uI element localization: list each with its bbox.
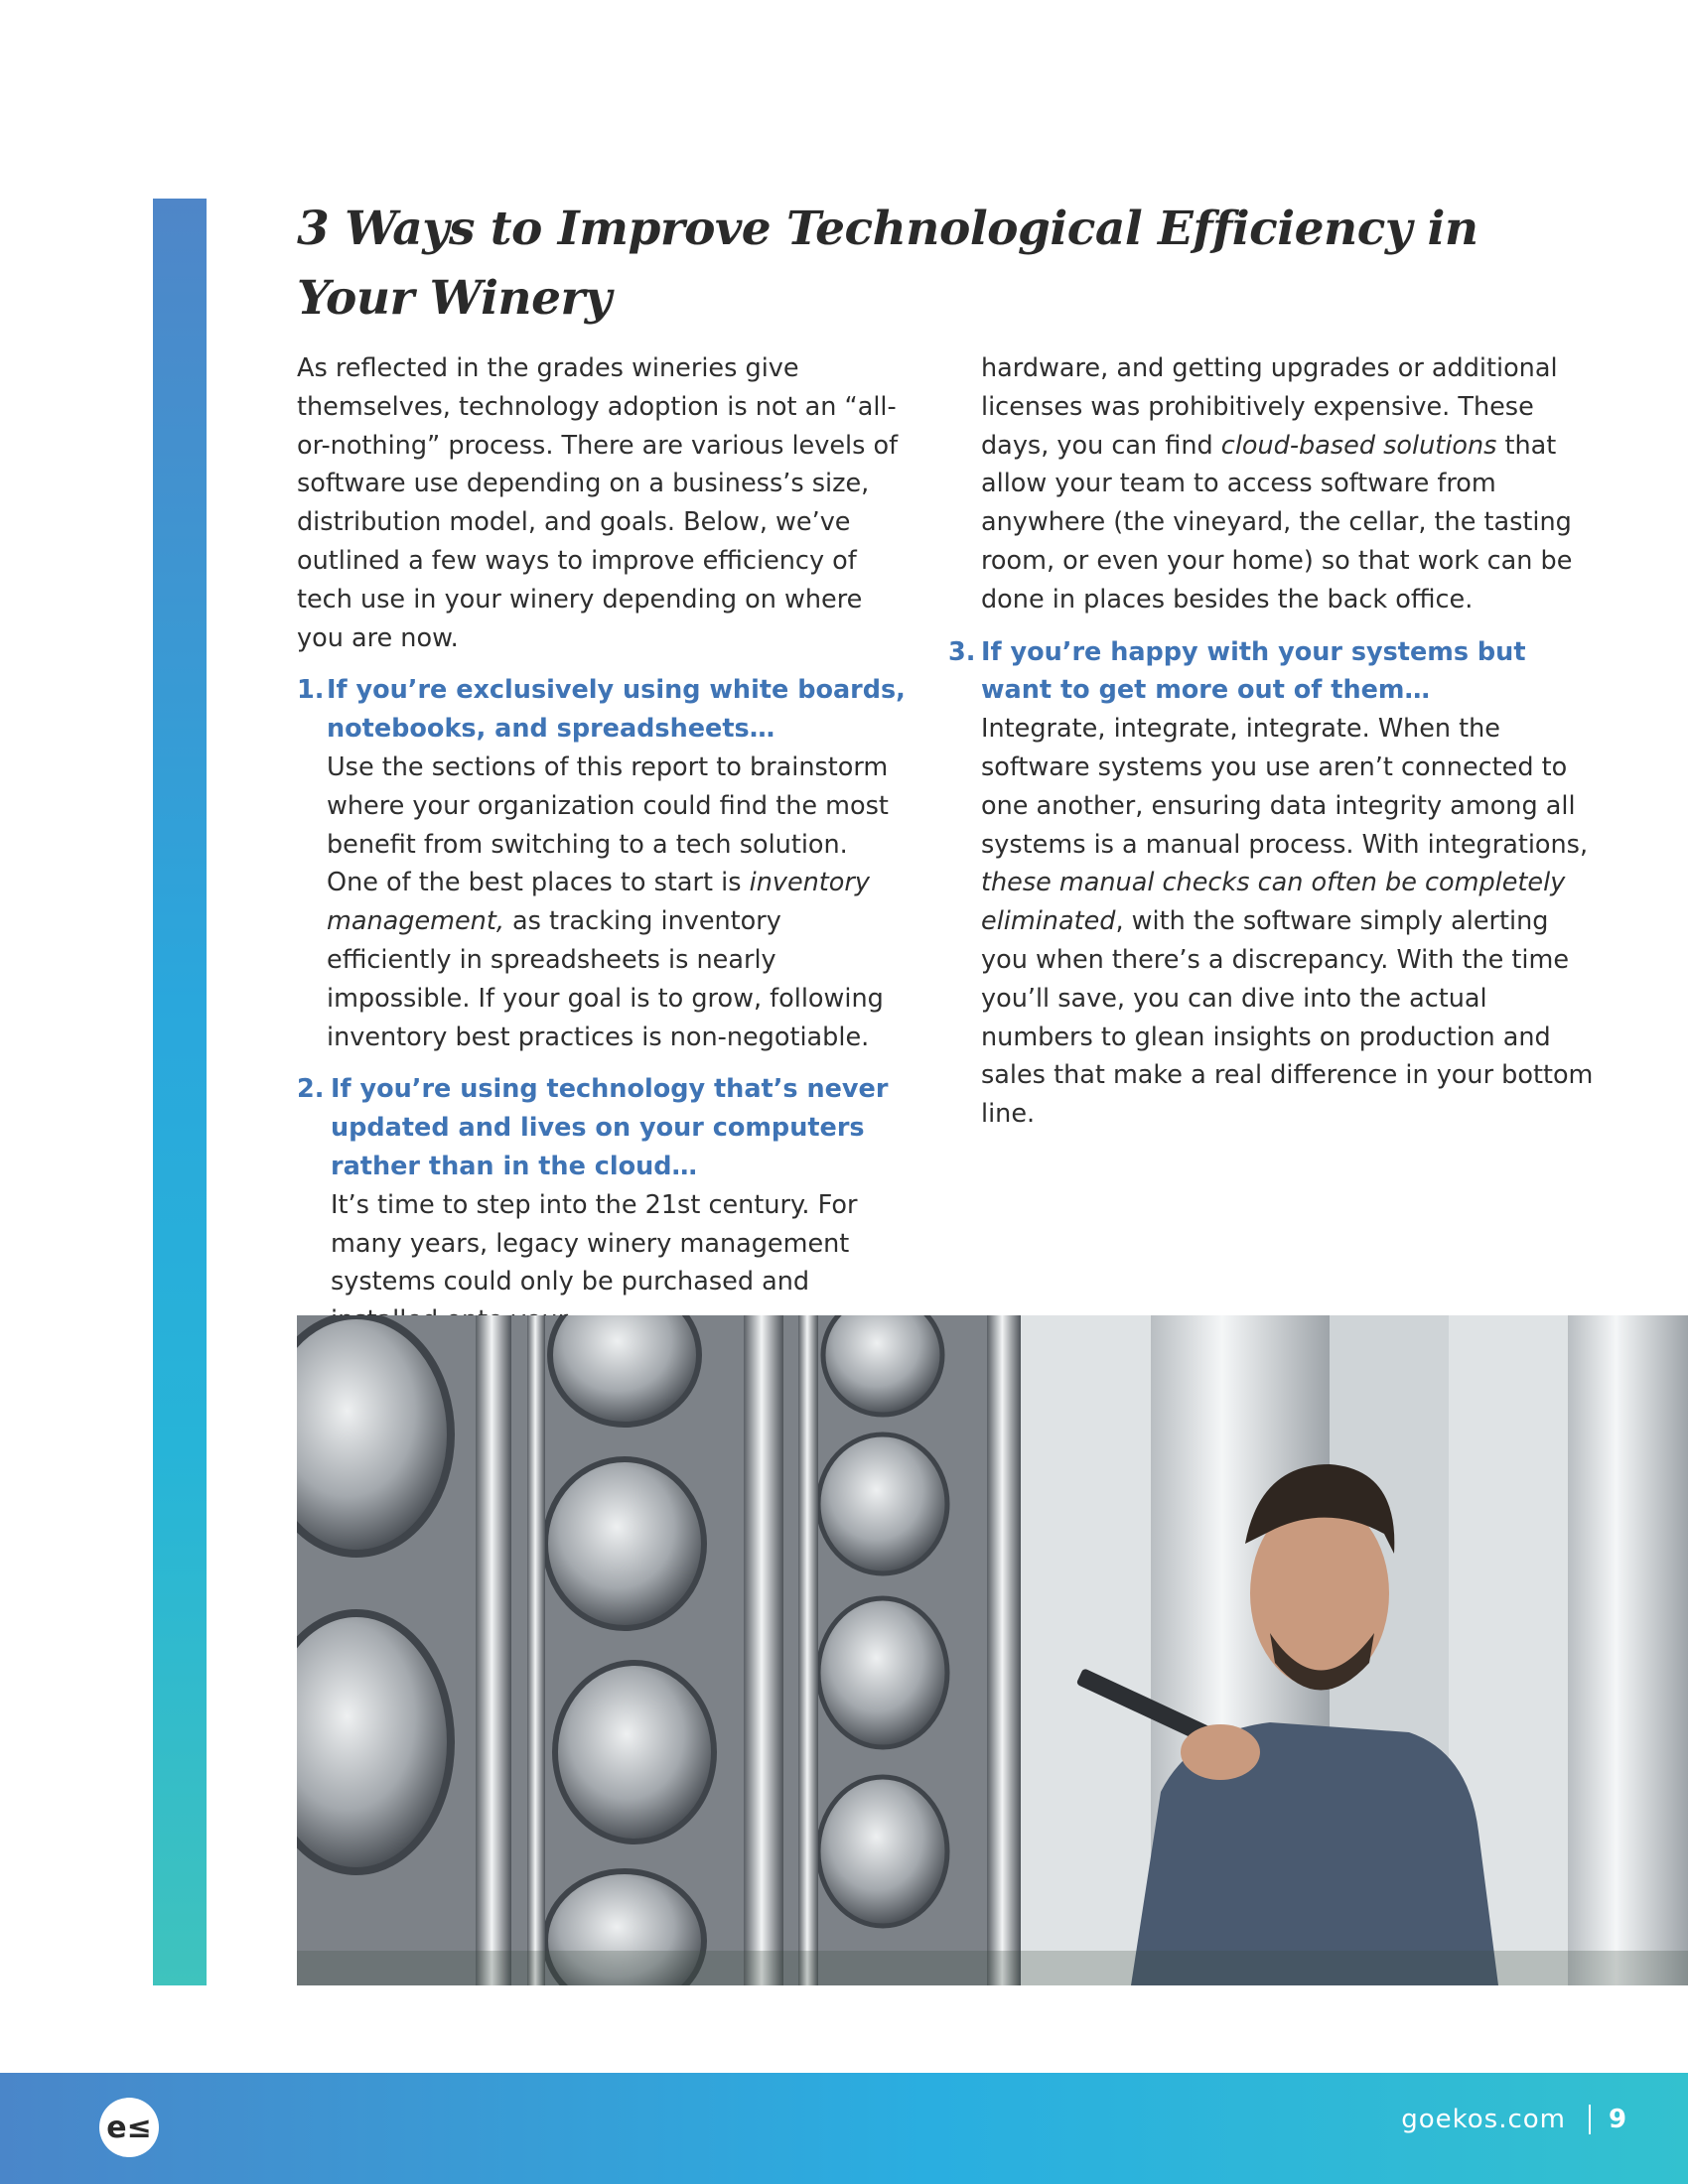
list-paragraph: Use the sections of this report to brainstorm where your organization could find the most benefit from switching to a tech solution. [327,751,889,860]
italic-phrase: inventory management, [327,868,870,937]
list-number: 2. [297,1074,325,1105]
winery-photo-illustration [297,1315,1688,1985]
list-item-3 [948,633,1597,1134]
list-paragraph: Integrate, integrate, integrate. When the software systems you use aren’t connected to one another, ensuring data integrity among all systems is a manual process. With integrations, these manual checks can often be completely eliminated, with the software simply alerting you when there’s a discrepancy. With the time you’ll save, you can dive into the actual numbers to glean insights on production and sales that make a real difference in your bottom line. [981,714,1594,1130]
list-paragraph: One of the best places to start is inventory management, as tracking inventory efficiently in spreadsheets is nearly impossible. If your goal is to grow, following inventory best practices is non-negotiable. [327,868,884,1052]
intro-paragraph: As reflected in the grades wineries give themselves, technology adoption is not an “all-or-nothing” process. There are various levels of software use depending on a business’s size, distribution model, and goals. Below, we’ve outlined a few ways to improve efficiency of tech use in your winery depending on where you are now. [297,353,899,653]
list-heading: If you’re exclusively using white boards, notebooks, and spreadsheets… [327,675,906,745]
list-number: 1. [297,675,325,706]
italic-phrase: these manual checks can often be completely eliminated [981,868,1566,937]
continued-paragraph: hardware, and getting upgrades or additional licenses was prohibitively expensive. These days, you can find cloud-based solutions that allow your team to access software from anywhere (the vineyard, the cellar, the tasting room, or even your home) so that work can be done in places besides the back office. [981,353,1573,614]
list-number: 3. [948,636,976,667]
italic-phrase: cloud-based solutions [1220,430,1497,461]
left-column [297,349,913,1340]
list-item-2 [297,1070,913,1340]
website-link[interactable]: goekos.com [1401,2105,1566,2134]
list-heading: If you’re using technology that’s never updated and lives on your computers rather than in the cloud… [331,1074,889,1181]
list-item-1 [297,671,913,1056]
list-paragraph: It’s time to step into the 21st century. For many years, legacy winery management systems could only be purchased and [331,1189,858,1297]
page-title: 3 Ways to Improve Technological Efficiency in Your Winery [297,202,1478,326]
ekos-logo: e≤ [99,2098,159,2157]
footer-divider [1589,2105,1591,2134]
page-number: 9 [1609,2105,1627,2134]
list-heading: If you’re happy with your systems but want to get more out of them… [981,636,1526,706]
right-column [948,349,1597,1134]
accent-side-bar [153,199,207,1985]
winery-photo [297,1315,1688,1985]
